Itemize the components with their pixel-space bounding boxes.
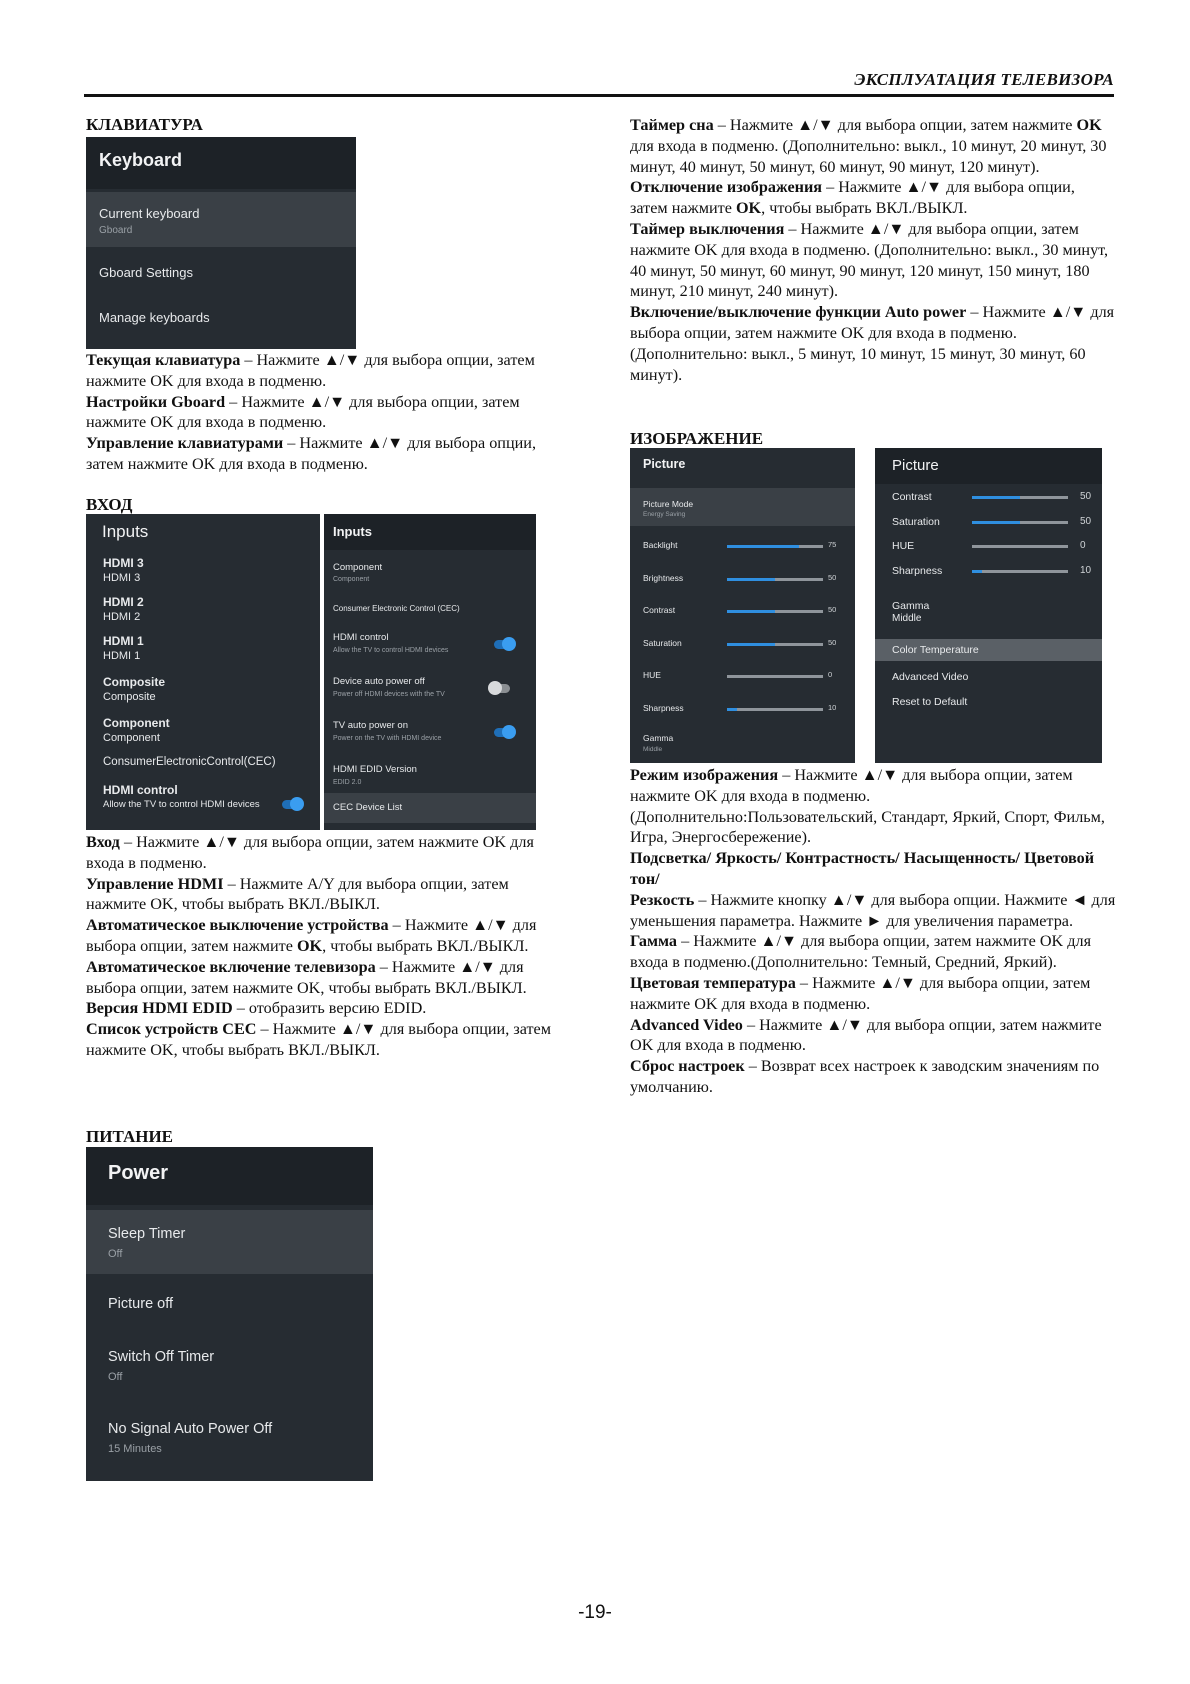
slider-fill	[727, 643, 775, 646]
menu-item-label: Component	[103, 716, 170, 730]
panel-title: Picture	[643, 457, 686, 471]
slider-value: 50	[1080, 491, 1092, 502]
desc-body: – Нажмите ▲/▼ для выбора опции, затем нажмите OK для входа в подменю. (Дополнительно: выкл., 5 минут, 10 минут, 15 минут, 30 минут, 60 минут).	[630, 303, 1115, 384]
slider-value: 50	[828, 605, 837, 614]
menu-item-component[interactable]	[86, 712, 320, 750]
panel-title: Inputs	[333, 524, 372, 539]
slider-track[interactable]	[727, 578, 823, 581]
slider-fill	[727, 545, 799, 548]
slider-track[interactable]	[972, 570, 1068, 573]
slider-label: Backlight	[643, 540, 678, 550]
menu-item-reset-to-default[interactable]	[875, 691, 1102, 713]
menu-item-sub: Allow the TV to control HDMI devices	[333, 647, 449, 654]
desc-body: – Нажмите A/Y для выбора опции, затем нажмите OK, чтобы выбрать ВКЛ./ВЫКЛ.	[86, 874, 509, 914]
tv-auto-power-on-toggle[interactable]	[494, 728, 514, 737]
desc-term: OK	[1076, 116, 1102, 134]
menu-item-label: Sleep Timer	[108, 1226, 186, 1242]
desc-term: Подсветка/ Яркость/ Контрастность/ Насыщенность/ Цветовой тон/	[630, 849, 1095, 888]
menu-item-label: HDMI EDID Version	[333, 764, 417, 775]
menu-item-label: HDMI 3	[103, 556, 144, 570]
menu-item-current-keyboard[interactable]	[86, 192, 356, 247]
desc-body: – Нажмите кнопку ▲/▼ для выбора опции. Нажмите ◄ для уменьшения параметра. Нажмите ► для увеличения параметра.	[630, 890, 1116, 930]
menu-item-sub: HDMI 1	[103, 650, 141, 662]
desc-body: – Нажмите ▲/▼ для выбора опции, затем нажмите OK для входа в подменю. (Дополнительно:Пользовательский, Стандарт, Яркий, Спорт, Фильм, Игра, Энергосбережение).	[630, 766, 1105, 847]
menu-item-switch-off-timer[interactable]	[86, 1333, 373, 1397]
picture-menu-panel-2	[875, 448, 1102, 763]
desc-paragraph	[630, 890, 1117, 932]
desc-term: Advanced Video	[630, 1015, 743, 1034]
menu-item-label: Color Temperature	[892, 644, 979, 656]
desc-term: Вход	[86, 833, 120, 851]
menu-item-label: Picture Mode	[643, 499, 694, 509]
menu-item-label: Consumer Electronic Control (CEC)	[333, 604, 460, 613]
desc-term: Версия HDMI EDID	[86, 999, 233, 1018]
menu-item-label: Gamma	[892, 600, 930, 612]
menu-item-cec[interactable]	[86, 752, 320, 774]
desc-paragraph	[630, 302, 1115, 385]
slider-value: 0	[828, 670, 833, 679]
desc-body: для входа в подменю. (Дополнительно: выкл., 10 минут, 20 минут, 30 минут, 40 минут, 50 минут, 60 минут, 90 минут, 120 минут).	[630, 136, 1107, 176]
desc-body: – Возврат всех настроек к заводским значениям по умолчанию.	[630, 1057, 1100, 1096]
slider-label: Saturation	[643, 637, 682, 648]
slider-value: 0	[1080, 540, 1086, 551]
section-input-title: ВХОД	[86, 495, 133, 514]
desc-term: OK	[735, 199, 762, 218]
desc-paragraph	[630, 177, 1115, 219]
menu-item-sleep-timer[interactable]	[86, 1210, 373, 1274]
slider-row-saturation[interactable]	[630, 629, 855, 657]
desc-term: Резкость	[630, 890, 695, 909]
inputs-menu-panel-1	[86, 514, 320, 830]
slider-label: HUE	[892, 540, 915, 552]
menu-item-composite[interactable]	[86, 671, 320, 709]
slider-fill	[972, 496, 1020, 499]
desc-paragraph	[630, 1056, 1117, 1098]
desc-body: – отобразить версию EDID.	[232, 999, 427, 1018]
menu-item-sub: Composite	[103, 691, 156, 703]
menu-item-hdmi-control[interactable]	[324, 626, 536, 664]
desc-body: – Нажмите ▲/▼ для выбора опции, затем нажмите OK для входа в подменю.	[86, 833, 534, 872]
desc-body: – Нажмите ▲/▼ для выбора опции, затем нажмите	[630, 178, 1075, 218]
menu-item-label: HDMI control	[333, 632, 389, 643]
menu-item-sub: HDMI 2	[103, 611, 141, 623]
menu-item-label: Advanced Video	[892, 671, 969, 683]
picture-description	[630, 765, 1117, 1098]
menu-item-sub: Power on the TV with HDMI device	[333, 735, 442, 742]
section-keyboard-title: КЛАВИАТУРА	[86, 115, 203, 134]
slider-value: 75	[828, 540, 837, 549]
desc-paragraph	[630, 931, 1117, 973]
menu-item-hdmi1[interactable]	[86, 630, 320, 668]
slider-value: 50	[828, 572, 837, 582]
desc-body: , чтобы выбрать ВКЛ./ВЫКЛ.	[322, 936, 529, 955]
menu-item-no-signal-auto-power-off[interactable]	[86, 1403, 373, 1467]
menu-item-label: Current keyboard	[99, 206, 200, 221]
menu-item-sub: Energy Saving	[643, 511, 686, 518]
desc-term: Гамма	[630, 932, 678, 951]
slider-row-brightness[interactable]	[630, 564, 855, 592]
header-rule	[84, 94, 1114, 97]
hdmi-control-toggle[interactable]	[494, 640, 514, 649]
menu-item-manage-keyboards[interactable]	[86, 297, 356, 342]
slider-row-contrast[interactable]	[630, 596, 855, 624]
toggle-knob	[290, 797, 304, 811]
menu-item-label: Composite	[103, 675, 166, 689]
menu-item-label: Switch Off Timer	[108, 1349, 215, 1365]
menu-item-tv-auto-power-on[interactable]	[324, 714, 536, 752]
menu-item-cec-header	[324, 598, 536, 622]
slider-row-sharpness[interactable]	[630, 694, 855, 722]
desc-body: – Нажмите ▲/▼ для выбора опции, затем нажмите OK для входа в подменю.	[86, 434, 537, 473]
hdmi-control-toggle[interactable]	[282, 800, 302, 809]
menu-item-sub: EDID 2.0	[333, 779, 362, 786]
desc-body: – Нажмите ▲/▼ для выбора опции, затем нажмите OK для входа в подменю.	[86, 392, 520, 432]
slider-fill	[972, 521, 1020, 524]
menu-item-label: Picture off	[108, 1296, 174, 1312]
desc-term: Управление клавиатурами	[86, 434, 284, 453]
menu-item-component[interactable]	[324, 556, 536, 592]
section-power-title: ПИТАНИЕ	[86, 1127, 174, 1146]
menu-item-hdmi3[interactable]	[86, 552, 320, 590]
menu-item-hdmi2[interactable]	[86, 591, 320, 629]
menu-item-sub: Gboard	[99, 225, 133, 236]
menu-item-label: No Signal Auto Power Off	[108, 1421, 273, 1437]
desc-paragraph	[630, 1015, 1117, 1057]
slider-row-hue[interactable]	[630, 661, 855, 689]
slider-label: Saturation	[892, 515, 940, 528]
menu-item-gboard-settings[interactable]	[86, 252, 356, 297]
desc-term: Автоматическое включение телевизора	[86, 957, 376, 976]
desc-body: – Нажмите ▲/▼ для выбора опции, затем нажмите OK для входа в подменю.	[630, 973, 1091, 1013]
desc-term: Список устройств CEC	[86, 1020, 257, 1039]
menu-item-label: Gamma	[643, 733, 674, 743]
menu-item-sub: Component	[333, 576, 370, 583]
menu-item-label: CEC Device List	[333, 802, 403, 813]
keyboard-menu-panel	[86, 137, 356, 349]
menu-item-sub: Off	[108, 1371, 123, 1383]
slider-label: HUE	[643, 670, 661, 680]
desc-body: – Нажмите ▲/▼ для выбора опции, затем нажмите OK, чтобы выбрать ВКЛ./ВЫКЛ.	[86, 1020, 551, 1059]
section-picture-title: ИЗОБРАЖЕНИЕ	[630, 429, 764, 448]
slider-value: 50	[828, 637, 837, 647]
desc-paragraph	[86, 350, 566, 392]
panel-title-bar	[86, 137, 356, 189]
desc-body: – Нажмите ▲/▼ для выбора опции, затем нажмите OK для входа в подменю.	[630, 1015, 1102, 1055]
page-header-title: ЭКСПЛУАТАЦИЯ ТЕЛЕВИЗОРА	[854, 70, 1114, 89]
slider-track[interactable]	[972, 496, 1068, 499]
menu-item-hdmi-control[interactable]	[86, 778, 320, 818]
panel-title-bar	[324, 514, 536, 550]
menu-item-sub: Allow the TV to control HDMI devices	[103, 799, 260, 810]
desc-term: Включение/выключение функции Auto power	[630, 303, 967, 322]
desc-paragraph	[86, 915, 568, 957]
desc-paragraph	[86, 874, 568, 916]
slider-label: Sharpness	[643, 702, 684, 713]
slider-fill	[972, 570, 982, 573]
desc-paragraph	[86, 832, 568, 874]
menu-item-label: Manage keyboards	[99, 310, 210, 325]
slider-fill	[727, 708, 737, 711]
slider-row-contrast[interactable]	[875, 486, 1102, 508]
slider-value: 10	[828, 702, 837, 712]
menu-item-hdmi-edid-version[interactable]	[324, 758, 536, 792]
menu-item-sub: Off	[108, 1248, 123, 1260]
desc-term: Управление HDMI	[86, 874, 224, 893]
menu-item-sub: Component	[103, 732, 160, 744]
desc-paragraph	[86, 998, 568, 1019]
desc-term: Цветовая температура	[630, 973, 796, 992]
slider-track[interactable]	[727, 610, 823, 613]
menu-item-sub: Middle	[643, 746, 663, 753]
panel-title-bar	[630, 448, 855, 484]
inputs-menu-panel-2	[324, 514, 536, 830]
slider-value: 10	[1080, 564, 1092, 576]
desc-term: Автоматическое выключение устройства	[86, 916, 389, 935]
panel-title: Keyboard	[99, 150, 183, 170]
menu-item-picture-mode[interactable]	[630, 488, 855, 526]
menu-item-device-auto-power-off[interactable]	[324, 670, 536, 708]
desc-paragraph	[630, 219, 1115, 302]
picture-menu-panel-1	[630, 448, 855, 763]
power-menu-panel	[86, 1147, 373, 1481]
menu-item-label: HDMI 2	[103, 595, 144, 609]
slider-row-backlight[interactable]	[630, 531, 855, 559]
desc-body: – Нажмите ▲/▼ для выбора опции, затем нажмите OK для входа в подменю. (Дополнительно: выкл., 30 минут, 40 минут, 50 минут, 60 минут, 90 минут, 120 минут, 150 минут, 180 минут, 210 минут, 240 минут).	[630, 219, 1109, 301]
desc-paragraph	[86, 957, 568, 999]
menu-item-label: HDMI 1	[103, 634, 144, 648]
desc-paragraph	[86, 1019, 568, 1061]
slider-track[interactable]	[727, 643, 823, 646]
slider-track[interactable]	[727, 545, 823, 548]
desc-body: , чтобы выбрать ВКЛ./ВЫКЛ.	[761, 199, 968, 218]
desc-body: – Нажмите ▲/▼ для выбора опции, затем нажмите	[713, 116, 1077, 134]
desc-paragraph	[630, 848, 1117, 890]
desc-body: – Нажмите ▲/▼ для выбора опции, затем нажмите OK, чтобы выбрать ВКЛ./ВЫКЛ.	[86, 957, 527, 997]
desc-term: Настройки Gboard	[86, 392, 226, 411]
panel-title-bar	[875, 448, 1102, 484]
menu-item-sub: 15 Minutes	[108, 1443, 162, 1455]
desc-paragraph	[630, 765, 1117, 848]
slider-label: Brightness	[643, 572, 684, 583]
desc-body: – Нажмите ▲/▼ для выбора опции, затем нажмите OK для входа в подменю.	[86, 351, 535, 390]
desc-term: OK	[296, 936, 323, 955]
slider-fill	[727, 578, 775, 581]
panel-title: Inputs	[102, 522, 149, 541]
desc-term: Сброс настроек	[630, 1057, 745, 1076]
menu-item-gamma[interactable]	[630, 726, 855, 760]
menu-item-picture-off[interactable]	[86, 1279, 373, 1331]
panel-title-bar	[86, 1147, 373, 1205]
panel-title-bar	[86, 514, 320, 548]
keyboard-description	[86, 350, 566, 475]
menu-item-label: Component	[333, 562, 383, 573]
menu-item-sub: Power off HDMI devices with the TV	[333, 691, 445, 698]
menu-item-label: TV auto power on	[333, 720, 408, 731]
menu-item-label: ConsumerElectronicControl(CEC)	[103, 756, 276, 768]
menu-item-sub: HDMI 3	[103, 572, 141, 584]
desc-term: Таймер выключения	[630, 219, 785, 238]
menu-item-label: Reset to Default	[892, 696, 968, 708]
slider-track[interactable]	[972, 545, 1068, 548]
slider-track[interactable]	[972, 521, 1068, 524]
slider-label: Contrast	[643, 605, 676, 615]
slider-track[interactable]	[727, 708, 823, 711]
desc-paragraph	[86, 392, 566, 434]
slider-row-saturation[interactable]	[875, 511, 1102, 533]
panel-title: Power	[108, 1162, 169, 1184]
slider-track[interactable]	[727, 675, 823, 678]
desc-paragraph	[630, 115, 1115, 177]
power-description	[630, 115, 1115, 385]
menu-item-label: Device auto power off	[333, 676, 425, 687]
desc-term: Режим изображения	[630, 766, 779, 784]
page-number: -19-	[578, 1602, 612, 1623]
toggle-knob	[488, 681, 502, 695]
input-description	[86, 832, 568, 1061]
slider-value: 50	[1080, 515, 1092, 527]
menu-item-sub: Middle	[892, 613, 922, 624]
menu-item-cec-device-list[interactable]	[324, 793, 536, 823]
slider-row-sharpness[interactable]	[875, 560, 1102, 582]
toggle-knob	[502, 725, 516, 739]
slider-label: Sharpness	[892, 564, 943, 577]
menu-item-color-temperature[interactable]	[875, 639, 1102, 661]
desc-paragraph	[86, 433, 566, 475]
menu-item-advanced-video[interactable]	[875, 666, 1102, 688]
desc-body: – Нажмите ▲/▼ для выбора опции, затем нажмите OK для входа в подменю.(Дополнительно: Темный, Средний, Яркий).	[630, 932, 1092, 972]
desc-paragraph	[630, 973, 1117, 1015]
desc-term: Текущая клавиатура	[86, 351, 241, 369]
toggle-knob	[502, 637, 516, 651]
panel-title: Picture	[892, 457, 939, 474]
menu-item-gamma[interactable]	[875, 596, 1102, 630]
menu-item-label: HDMI control	[103, 783, 178, 797]
slider-fill	[727, 610, 775, 613]
slider-label: Contrast	[892, 491, 932, 503]
desc-body: – Нажмите ▲/▼ для выбора опции, затем нажмите	[86, 916, 537, 955]
menu-item-label: Gboard Settings	[99, 265, 193, 280]
desc-term: Отключение изображения	[630, 178, 823, 197]
slider-row-hue[interactable]	[875, 535, 1102, 557]
device-auto-power-off-toggle[interactable]	[490, 684, 510, 693]
desc-term: Таймер сна	[630, 116, 714, 134]
